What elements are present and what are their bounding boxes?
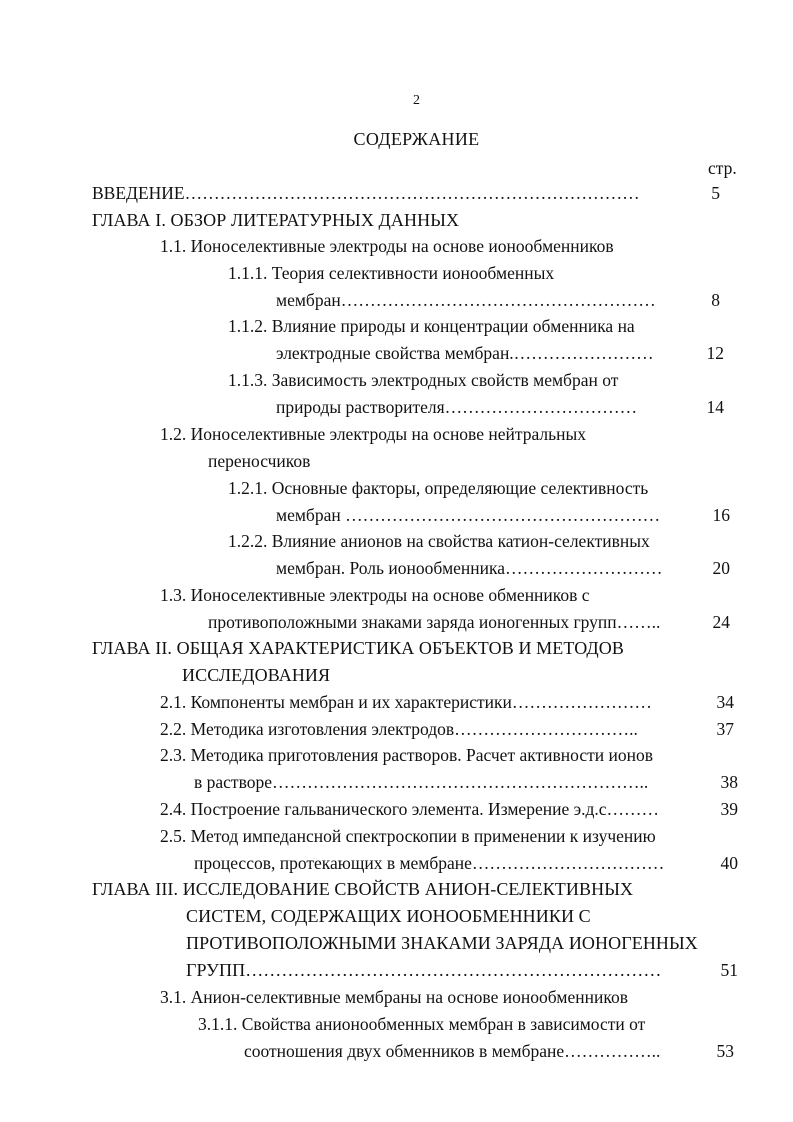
toc-chapter-heading: ПРОТИВОПОЛОЖНЫМИ ЗНАКАМИ ЗАРЯДА ИОНОГЕННЫХ [186,933,698,953]
toc-chapter-heading: ГЛАВА III. ИССЛЕДОВАНИЕ СВОЙСТВ АНИОН-СЕЛЕКТИВНЫХ [92,879,634,899]
toc-line-text: 1.2. Ионоселективные электроды на основе нейтральных [160,424,586,444]
toc-line-page: 38 [720,772,738,792]
toc-line-text: в растворе……………………………………………………….. [194,772,649,792]
toc-line-text: 2.1. Компоненты мембран и их характеристики…………………… [160,692,652,712]
toc-line-text: 2.4. Построение гальванического элемента. Измерение э.д.с……… [160,799,660,819]
toc-line-text: 1.2.1. Основные факторы, определяющие селективность [228,478,649,498]
page-column-header: стр. [708,158,737,178]
toc-line-page: 5 [711,183,720,203]
toc-line-text: 2.2. Методика изготовления электродов………………………….. [160,719,638,739]
toc-line-page: 24 [712,612,730,632]
toc-line-text: 1.1.1. Теория селективности ионообменных [228,263,555,283]
toc-line-text: процессов, протекающих в мембране…………………………… [194,853,665,873]
toc-line-page: 40 [720,853,738,873]
toc-line-text: соотношения двух обменников в мембране…………….. [244,1041,661,1061]
toc-line-text: переносчиков [208,451,311,471]
toc-line-text: электродные свойства мембран.…………………… [276,343,654,363]
toc-line-page: 14 [706,397,724,417]
toc-chapter-heading: СИСТЕМ, СОДЕРЖАЩИХ ИОНООБМЕННИКИ С [186,906,591,926]
toc-line-text: 1.1. Ионоселективные электроды на основе ионообменников [160,236,614,256]
toc-line-page: 12 [706,343,724,363]
toc-chapter-heading: ГЛАВА II. ОБЩАЯ ХАРАКТЕРИСТИКА ОБЪЕКТОВ И МЕТОДОВ [92,638,624,658]
toc-line-text: 2.3. Методика приготовления растворов. Расчет активности ионов [160,745,653,765]
toc-line-page: 34 [716,692,734,712]
toc-line-page: 16 [712,505,730,525]
toc-line-text: противоположными знаками заряда ионогенных групп…….. [208,612,661,632]
toc-line-text: 1.1.3. Зависимость электродных свойств мембран от [228,370,619,390]
toc-line-text: 1.1.2. Влияние природы и концентрации обменника на [228,316,635,336]
page-number: 2 [413,93,420,108]
toc-line-text: природы растворителя…………………………… [276,397,638,417]
toc-line-text: мембран ……………………………………………… [276,505,661,525]
toc-line-text: мембран……………………………………………… [276,290,656,310]
toc-line-page: 8 [711,290,720,310]
toc-line-text: 1.2.2. Влияние анионов на свойства катион-селективных [228,531,650,551]
toc-line-page: 39 [720,799,738,819]
toc-line-page: 37 [716,719,734,739]
toc-line-page: 51 [720,960,738,980]
toc-line-page: 20 [712,558,730,578]
toc-chapter-heading: ГЛАВА I. ОБЗОР ЛИТЕРАТУРНЫХ ДАННЫХ [92,210,460,230]
toc-chapter-heading: ГРУПП…………………………………………………………… [186,960,662,980]
toc-line-text: мембран. Роль ионообменника……………………… [276,558,663,578]
toc-line-text: 3.1.1. Свойства анионообменных мембран в зависимости от [198,1014,646,1034]
toc-line-text: 3.1. Анион-селективные мембраны на основе ионообменников [160,987,628,1007]
toc-line-text: 1.3. Ионоселективные электроды на основе обменников с [160,585,590,605]
page-title: СОДЕРЖАНИЕ [353,129,480,149]
toc-line-text: ВВЕДЕНИЕ…………………………………………………………………… [92,183,640,203]
toc-line-text: 2.5. Метод импедансной спектроскопии в применении к изучению [160,826,656,846]
toc-line-page: 53 [716,1041,734,1061]
toc-chapter-heading: ИССЛЕДОВАНИЯ [182,665,331,685]
